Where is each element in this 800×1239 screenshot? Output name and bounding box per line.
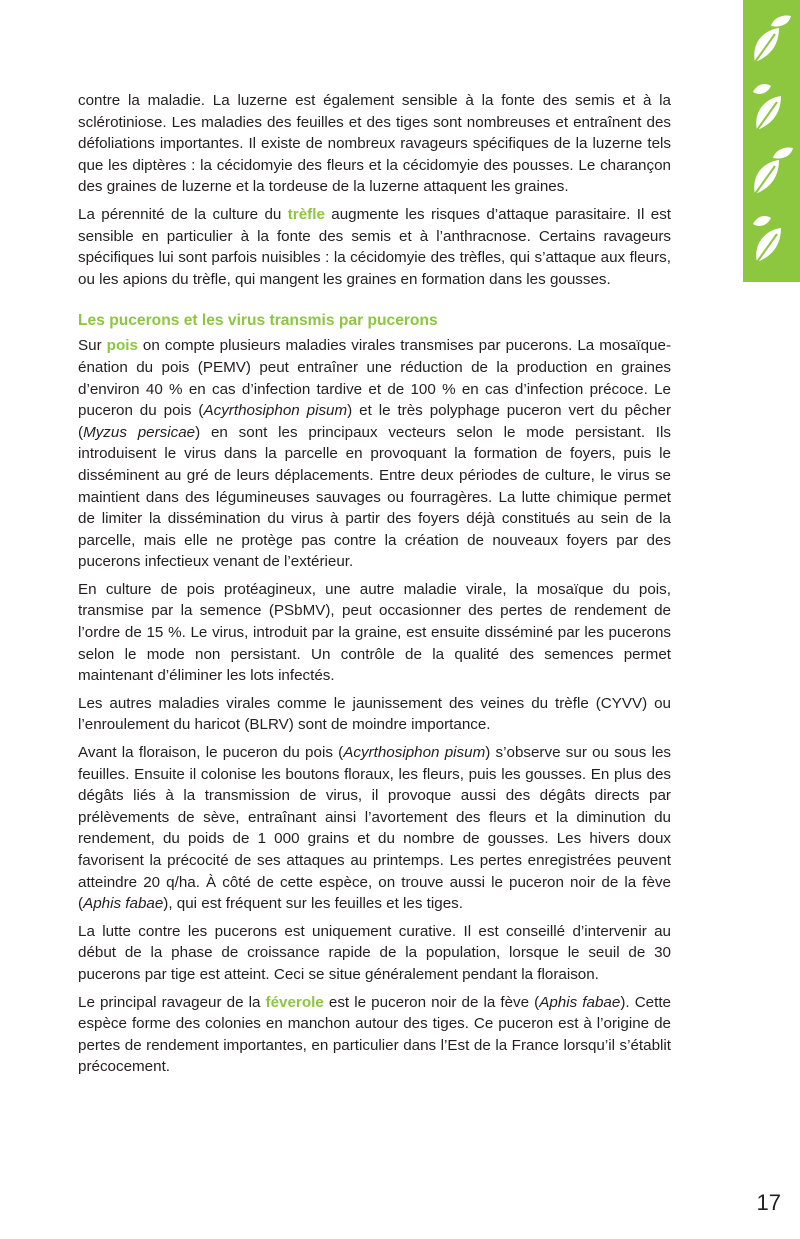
paragraph-puceron-pois: [78, 742, 671, 915]
page-body: [78, 90, 671, 1084]
keyword-trefle: trèfle: [287, 205, 325, 223]
text-run: Sur: [78, 337, 107, 355]
paragraph-trefle: [78, 204, 671, 290]
section-heading: Les pucerons et les virus transmis par pucerons: [78, 312, 438, 330]
text-run: ), qui est fréquent sur les feuilles et les tiges.: [163, 895, 463, 913]
species-name: Acyrthosiphon pisum: [343, 744, 486, 762]
leaf-icon: [749, 80, 795, 136]
species-name: Myzus persicae: [83, 423, 196, 441]
text-run: on compte plusieurs maladies virales transmises par pucerons. La mosaïque-énation du pois (PEMV) peut entraîner une réduction de la production en graines d’environ 40 % en cas d’infection tardive et de 100 % en cas d’infection précoce. Le puceron du pois (: [78, 337, 672, 420]
paragraph-autres-maladies: Les autres maladies virales comme le jaunissement des veines du trèfle (CYVV) ou l’enroulement du haricot (BLRV) sont de moindre importance.: [78, 694, 671, 734]
paragraph-pois: [78, 335, 671, 573]
species-name: Aphis fabae: [83, 895, 164, 913]
leaf-icon: [749, 14, 795, 70]
text-run: Le principal ravageur de la: [78, 993, 266, 1011]
paragraph-feverole: [78, 992, 671, 1078]
text-run: ) en sont les principaux vecteurs selon le mode persistant. Ils introduisent le virus dans la parcelle en provoquant la formation de foyers, puis le disséminent au gré de leurs déplacements. Entre deux périodes de culture, le virus se maintient dans des légumineuses sauvages ou fourragères. La lutte chimique permet de limiter la dissémination du virus à partir des foyers déjà constitués au sein de la parcelle, mais elle ne protège pas contre la création de nouveaux foyers par des pucerons infectieux venant de l’extérieur.: [78, 423, 671, 571]
text-run: est le puceron noir de la fève (: [323, 993, 540, 1011]
text-run: ) et le très polyphage puceron vert du pêcher (: [78, 402, 672, 441]
keyword-feverole: féverole: [265, 993, 324, 1011]
species-name: Acyrthosiphon pisum: [203, 402, 348, 420]
paragraph-proteagineux: En culture de pois protéagineux, une autre maladie virale, la mosaïque du pois, transmise par la semence (PSbMV), peut occasionner des pertes de rendement de l’ordre de 15 %. Le virus, introduit par la graine, est ensuite disséminé par les pucerons selon le mode non persistant. Un contrôle de la qualité des semences permet maintenant d’éliminer les lots infectés.: [78, 580, 671, 685]
chapter-side-tab: [743, 0, 800, 282]
page-number: 17: [756, 1190, 781, 1215]
text-run: La pérennité de la culture du: [78, 205, 288, 223]
leaf-icon: [749, 212, 795, 268]
paragraph-lutte: La lutte contre les pucerons est uniquement curative. Il est conseillé d’intervenir au début de la phase de croissance rapide de la population, lorsque le seuil de 30 pucerons par tige est atteint. Ceci se situe généralement pendant la floraison.: [78, 922, 671, 983]
leaf-icon: [749, 146, 795, 202]
paragraph-luzerne: contre la maladie. La luzerne est également sensible à la fonte des semis et à la sclérotiniose. Les maladies des feuilles et des tiges sont nombreuses et entraînent des défoliations importantes. Il existe de nombreux ravageurs spécifiques de la luzerne tels que les diptères : la cécidomyie des fleurs et la cécidomyie des pousses. Le charançon des graines de luzerne et la tordeuse de la luzerne attaquent les graines.: [78, 92, 671, 196]
text-run: ). Cette espèce forme des colonies en manchon autour des tiges. Ce puceron est à l’origine de pertes de rendement importantes, en particulier dans l’Est de la France lorsqu’il s’établit précocement.: [78, 993, 671, 1076]
text-run: Avant la floraison, le puceron du pois (: [78, 744, 344, 762]
text-run: ) s’observe sur ou sous les feuilles. Ensuite il colonise les boutons floraux, les fleurs, puis les gousses. En plus des dégâts liés à la transmission de virus, il provoque aussi des dégâts directs par prélèvements de sève, entraînant ainsi l’avortement des fleurs et la diminution du rendement, du poids de 1 000 grains et du nombre de gousses. Les hivers doux favorisent la précocité de ses attaques au printemps. Les pertes enregistrées peuvent atteindre 20 q/ha. À côté de cette espèce, on trouve aussi le puceron noir de la fève (: [78, 744, 671, 913]
keyword-pois: pois: [106, 337, 138, 355]
text-run: augmente les risques d’attaque parasitaire. Il est sensible en particulier à la fonte des semis et à l’anthracnose. Certains ravageurs spécifiques lui sont parfois nuisibles : la cécidomyie des trèfles, qui s’attaque aux fleurs, ou les apions du trèfle, qui mangent les graines en formation dans les gousses.: [78, 205, 672, 288]
species-name: Aphis fabae: [539, 993, 621, 1011]
